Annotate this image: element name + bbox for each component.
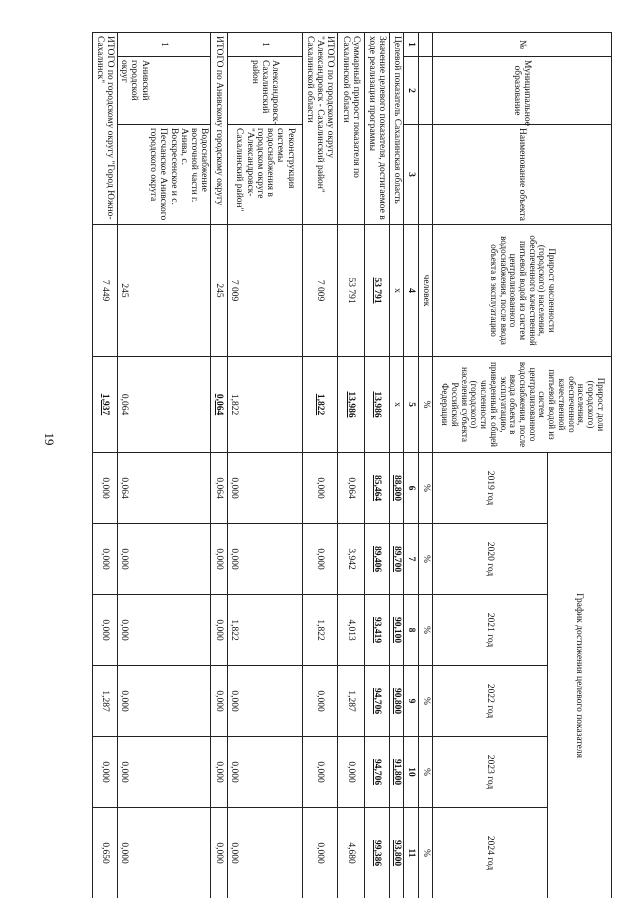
unit-people: человек	[418, 225, 433, 357]
cell-year-value: 0,000	[118, 808, 211, 899]
unit-percent: %	[418, 595, 433, 666]
header-year-2021: 2021 год	[433, 595, 547, 666]
header-year-2024: 2024 год	[433, 808, 547, 899]
row-cumulative-label: Суммарный прирост показателя по Сахалинской области	[337, 33, 364, 225]
cell-people: 7 009	[302, 225, 337, 357]
cell-year-value: 93,800	[389, 808, 404, 899]
row-total-yuzhno-label: ИТОГО по городскому округу "Город Южно-Сахалинск"	[93, 33, 118, 225]
cell-year-value: 99,386	[364, 808, 389, 899]
row-target-label: Целевой показатель Сахалинская область	[389, 33, 404, 225]
cell-year-value: 0,000	[211, 524, 228, 595]
cell-year-value: 0,000	[302, 737, 337, 808]
cell-year-value: 0,000	[93, 453, 118, 524]
cell-year-value: 85,464	[364, 453, 389, 524]
cell-year-value: 0,000	[302, 808, 337, 899]
cell-people: 7 009	[228, 225, 303, 357]
cell-object-name: Реконструкция системы водоснабжения в городском округе "Александровск-Сахалинский район"	[228, 125, 303, 225]
cell-people: 245	[118, 225, 211, 357]
col-number: 2	[404, 57, 419, 125]
cell-year-value: 0,000	[211, 666, 228, 737]
unit-percent: %	[418, 666, 433, 737]
header-year-2023: 2023 год	[433, 737, 547, 808]
col-number: 6	[404, 453, 419, 524]
unit-percent: %	[418, 524, 433, 595]
cell-year-value: 94,706	[364, 666, 389, 737]
header-year-2022: 2022 год	[433, 666, 547, 737]
cell-share: 0,064	[118, 357, 211, 453]
cell-year-value: 90,100	[389, 595, 404, 666]
cell-year-value: 1,822	[302, 595, 337, 666]
cell-share: 13,986	[337, 357, 364, 453]
cell-year-value: 93,419	[364, 595, 389, 666]
cell-year-value: 0,000	[211, 737, 228, 808]
cell-year-value: 0,000	[211, 595, 228, 666]
cell-year-value: 4,013	[337, 595, 364, 666]
cell-share: 1,822	[228, 357, 303, 453]
cell-year-value: 0,000	[211, 808, 228, 899]
cell-year-value: 0,000	[302, 524, 337, 595]
cell-year-value: 0,000	[93, 737, 118, 808]
cell-year-value: 1,287	[93, 666, 118, 737]
col-number: 4	[404, 225, 419, 357]
cell-people: 7 449	[93, 225, 118, 357]
cell-year-value: 94,706	[364, 737, 389, 808]
cell-year-value: 0,000	[93, 595, 118, 666]
cell-year-value: 0,000	[118, 524, 211, 595]
cell-year-value: 0,000	[228, 666, 303, 737]
unit-percent: %	[418, 737, 433, 808]
cell-year-value: 0,650	[93, 808, 118, 899]
cell-item-num: 1	[118, 33, 211, 57]
col-number: 8	[404, 595, 419, 666]
header-object-name: Наименование объекта	[433, 125, 612, 225]
unit-percent: %	[418, 357, 433, 453]
cell-year-value: 1,822	[228, 595, 303, 666]
row-total-alexandrovsk-label: ИТОГО по городскому округу "Александровск - Сахалинский район" Сахалинской области	[302, 33, 337, 225]
cell-object-name: Водоснабжение восточной части г. Анива, с. Воскресенское и с. Песчанское Анивского городского округа	[118, 125, 211, 225]
cell-year-value: 0,000	[228, 808, 303, 899]
cell-year-value: 89,700	[389, 524, 404, 595]
cell-year-value: 3,942	[337, 524, 364, 595]
cell-people: 245	[211, 225, 228, 357]
target-indicator-table	[92, 32, 612, 898]
header-municipality: Муниципальное образование	[433, 57, 612, 125]
col-number: 7	[404, 524, 419, 595]
cell-year-value: 0,064	[118, 453, 211, 524]
unit-percent: %	[418, 453, 433, 524]
cell-share: 13,986	[364, 357, 389, 453]
cell-share: 0,064	[211, 357, 228, 453]
cell-year-value: 88,800	[389, 453, 404, 524]
header-share-increase: Прирост доли (городского) населения, обеспеченного качественной питьевой водой из систем централизованного водоснабжения, после ввода объекта в эксплуатацию, приведенный к общей численности (городского) населения субъекта Российской Федерации	[433, 357, 612, 453]
cell-share: 1,937	[93, 357, 118, 453]
header-year-2019: 2019 год	[433, 453, 547, 524]
cell-year-value: 0,000	[93, 524, 118, 595]
col-number: 3	[404, 125, 419, 225]
cell-item-num: 1	[228, 33, 303, 57]
rotated-page-frame	[92, 32, 612, 898]
cell-people: x	[389, 225, 404, 357]
cell-people: 53 791	[364, 225, 389, 357]
cell-year-value: 0,000	[228, 737, 303, 808]
cell-year-value: 90,800	[389, 666, 404, 737]
header-num: №	[433, 33, 612, 57]
cell-municipality: Александровск-Сахалинский район	[228, 57, 303, 125]
cell-share: 1,822	[302, 357, 337, 453]
cell-year-value: 0,000	[118, 595, 211, 666]
cell-year-value: 0,000	[228, 524, 303, 595]
cell-year-value: 0,000	[118, 666, 211, 737]
cell-year-value: 4,680	[337, 808, 364, 899]
row-total-aniva-label: ИТОГО по Анивскому городскому округу	[211, 33, 228, 225]
header-schedule: График достижения целевого показателя	[547, 453, 611, 899]
col-number: 11	[404, 808, 419, 899]
col-number: 9	[404, 666, 419, 737]
header-year-2020: 2020 год	[433, 524, 547, 595]
cell-year-value: 0,000	[302, 666, 337, 737]
col-number: 10	[404, 737, 419, 808]
row-achieved-label: Значение целевого показателя, достигаемое в ходе реализации программы	[364, 33, 389, 225]
rotated-table-container	[92, 32, 612, 898]
cell-year-value: 0,000	[228, 453, 303, 524]
cell-people: 53 791	[337, 225, 364, 357]
col-number: 1	[404, 33, 419, 57]
col-number: 5	[404, 357, 419, 453]
cell-year-value: 89,406	[364, 524, 389, 595]
cell-year-value: 0,064	[337, 453, 364, 524]
cell-year-value: 0,064	[211, 453, 228, 524]
cell-year-value: 0,000	[337, 737, 364, 808]
cell-year-value: 0,000	[118, 737, 211, 808]
cell-share: x	[389, 357, 404, 453]
cell-year-value: 0,000	[302, 453, 337, 524]
unit-percent: %	[418, 808, 433, 899]
cell-municipality: Анивский городской округ	[118, 57, 211, 125]
cell-year-value: 1,287	[337, 666, 364, 737]
page-number: 19	[42, 432, 57, 446]
header-population-increase: Прирост численности (городского) населения, обеспеченного качественной питьевой водой из систем централизованного водоснабжения, после ввода объекта в эксплуатацию	[433, 225, 612, 357]
cell-year-value: 91,800	[389, 737, 404, 808]
